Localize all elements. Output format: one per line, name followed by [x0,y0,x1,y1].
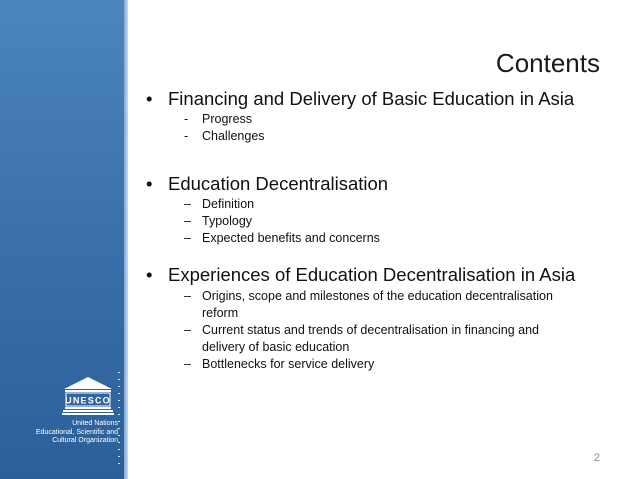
svg-text:UNESCO: UNESCO [65,395,111,406]
section-3-heading-text: Experiences of Education Decentralisation in Asia [168,264,576,285]
dash-icon: – [184,289,191,303]
dash-icon: – [184,323,191,337]
unesco-org-line-3: Cultural Organization [52,437,118,444]
dash-icon: - [184,129,189,143]
dash-icon: – [184,197,191,211]
sidebar-edge [124,0,128,479]
dash-icon: – [184,231,191,245]
bullet-icon: • [146,88,153,109]
section-3-item-2-text: Current status and trends of decentralisation in financing and delivery of basic education [202,323,540,354]
slide-title: Contents [495,48,600,78]
section-3-item-1-text: Origins, scope and milestones of the education decentralisation reform [202,289,553,320]
dash-icon: – [184,214,191,228]
section-2-item-3-text: Expected benefits and concerns [202,231,380,245]
section-2-item-2-text: Typology [202,214,253,228]
logo-dotted-line [118,372,120,468]
section-2-item-1-text: Definition [202,197,255,211]
dash-icon: - [184,112,189,126]
section-3-item-3-text: Bottlenecks for service delivery [202,357,375,371]
section-1-item-1-text: Progress [202,112,253,126]
section-1-item-2-text: Challenges [202,129,265,143]
unesco-org-line-1: United Nations [72,420,118,427]
page-number: 2 [593,452,600,464]
unesco-temple-icon [62,376,114,422]
unesco-org-name [10,420,118,446]
section-2-heading-text: Education Decentralisation [168,173,389,194]
bullet-icon: • [146,264,153,285]
section-1-heading-text: Financing and Delivery of Basic Education in Asia [168,88,575,109]
unesco-org-line-2: Educational, Scientific and [35,428,118,436]
bullet-icon: • [146,173,153,194]
dash-icon: – [184,357,191,371]
